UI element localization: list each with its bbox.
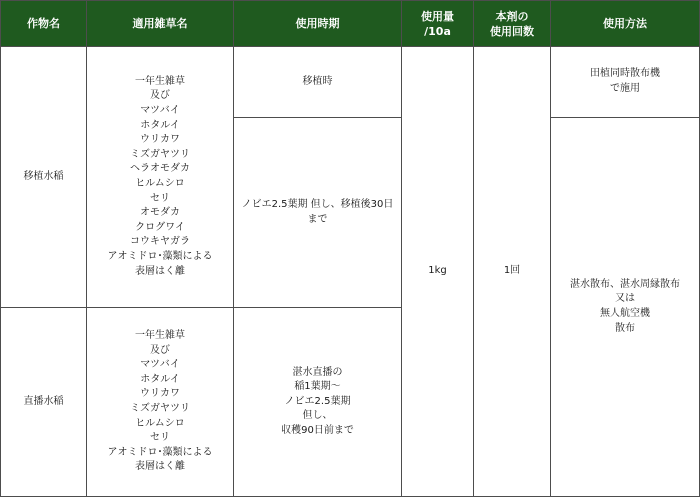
method-rice-planter-cell: 田植同時散布機 で施用 bbox=[551, 47, 700, 118]
weeds-direct-cell: 一年生雑草 及び マツバイ ホタルイ ウリカワ ミズガヤツリ ヒルムシロ セリ アオミドロ･藻類による 表層はく離 bbox=[87, 308, 234, 497]
method-flooded-spray-cell: 湛水散布、湛水周縁散布 又は 無人航空機 散布 bbox=[551, 118, 700, 497]
timing-direct-cell: 湛水直播の 稲1葉期～ ノビエ2.5葉期 但し、 収穫90日前まで bbox=[234, 308, 402, 497]
timing-transplant-nobie-cell: ノビエ2.5葉期 但し、移植後30日 まで bbox=[234, 118, 402, 308]
amount-cell: 1kg bbox=[402, 47, 474, 497]
header-timing: 使用時期 bbox=[234, 1, 402, 47]
crop-transplant-cell: 移植水稲 bbox=[1, 47, 87, 308]
header-count: 本剤の 使用回数 bbox=[474, 1, 551, 47]
crop-direct-cell: 直播水稲 bbox=[1, 308, 87, 497]
header-method: 使用方法 bbox=[551, 1, 700, 47]
count-cell: 1回 bbox=[474, 47, 551, 497]
header-row bbox=[1, 1, 700, 47]
header-crop: 作物名 bbox=[1, 1, 87, 47]
header-amount: 使用量 /10a bbox=[402, 1, 474, 47]
header-weeds: 適用雑草名 bbox=[87, 1, 234, 47]
table-row bbox=[1, 47, 700, 118]
weeds-transplant-cell: 一年生雑草 及び マツバイ ホタルイ ウリカワ ミズガヤツリ ヘラオモダカ ヒルムシロ セリ オモダカ クログワイ コウキヤガラ アオミドロ･藻類による 表層はく離 bbox=[87, 47, 234, 308]
timing-transplant-at-planting-cell: 移植時 bbox=[234, 47, 402, 118]
